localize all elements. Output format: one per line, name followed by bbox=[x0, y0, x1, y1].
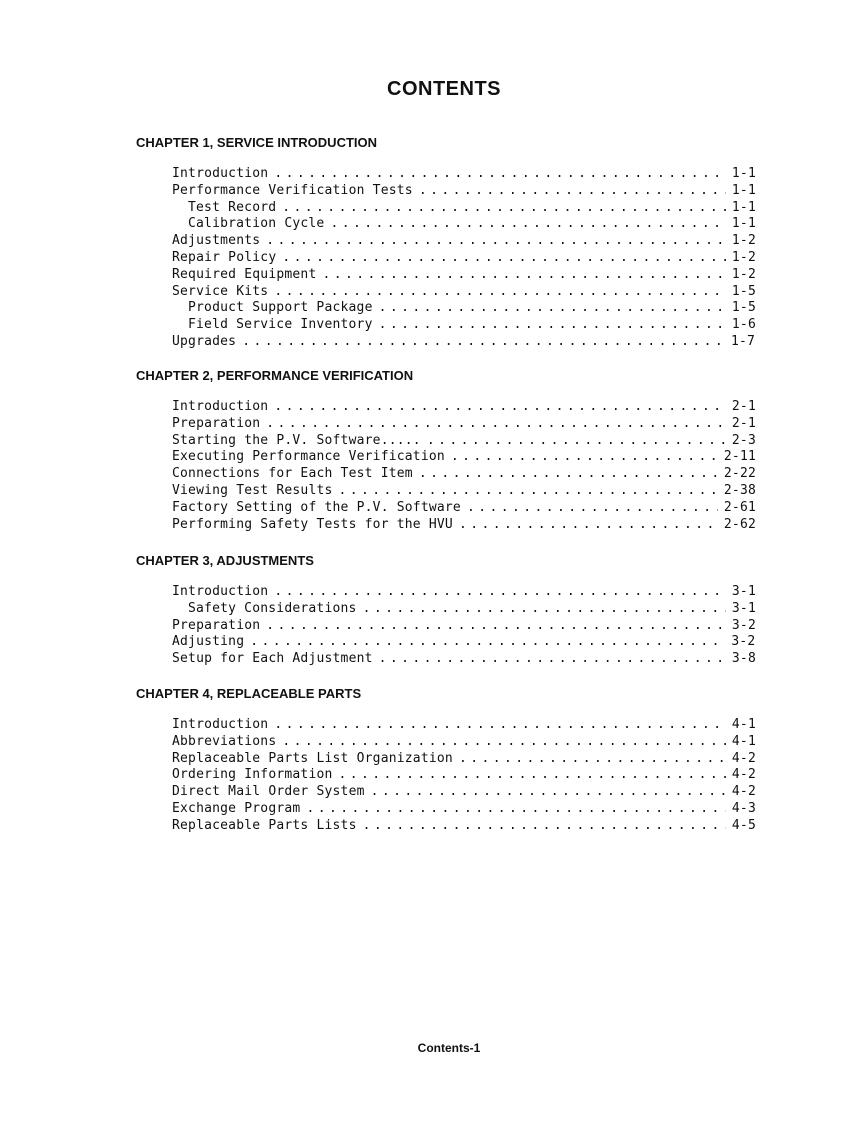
toc-entry-label: Factory Setting of the P.V. Software bbox=[172, 499, 461, 515]
toc-entry-page: 4-2 bbox=[731, 750, 756, 766]
toc-entry-page: 3-1 bbox=[731, 600, 756, 616]
toc-entry-label: Introduction bbox=[172, 584, 269, 599]
dot-leader bbox=[363, 601, 726, 618]
dot-leader bbox=[274, 717, 726, 734]
toc-entry-page: 1-1 bbox=[731, 166, 756, 181]
toc-entry-label: Connections for Each Test Item bbox=[172, 466, 413, 482]
toc-entry-label: Introduction bbox=[172, 717, 269, 732]
toc-entry bbox=[136, 483, 756, 500]
toc-entry-page: 2-1 bbox=[731, 399, 756, 414]
toc-subentry bbox=[136, 200, 756, 217]
toc-entry-label: Preparation bbox=[172, 415, 261, 431]
toc-entry bbox=[136, 634, 756, 651]
dot-leader bbox=[306, 801, 725, 818]
toc-entry-label: Replaceable Parts Lists bbox=[172, 817, 357, 833]
chapter-4 bbox=[136, 685, 756, 835]
dot-leader bbox=[339, 767, 726, 784]
toc-entry bbox=[136, 183, 756, 200]
toc-entry bbox=[136, 433, 756, 450]
toc-entry-page: 2-3 bbox=[731, 432, 756, 448]
toc-entry-page: 2-22 bbox=[723, 466, 756, 482]
toc-entry-label: Adjustments bbox=[172, 233, 261, 249]
chapter-2 bbox=[136, 367, 756, 533]
page-title: CONTENTS bbox=[387, 78, 501, 100]
toc-entry-page: 2-61 bbox=[723, 499, 756, 515]
toc-entry-page: 1-1 bbox=[731, 182, 756, 198]
toc-entry bbox=[136, 751, 756, 768]
toc-entries bbox=[136, 717, 756, 835]
toc-entry-page: 4-2 bbox=[731, 767, 756, 783]
dot-leader bbox=[339, 483, 718, 500]
toc-entry-label: Performing Safety Tests for the HVU bbox=[172, 516, 453, 532]
toc-entry-label: Adjusting bbox=[172, 634, 245, 650]
dot-leader bbox=[419, 183, 726, 200]
dot-leader bbox=[282, 250, 726, 267]
dot-leader bbox=[363, 818, 726, 835]
chapter-heading: CHAPTER 2, PERFORMANCE VERIFICATION bbox=[136, 368, 414, 383]
toc-entry-label: Executing Performance Verification bbox=[172, 449, 445, 465]
toc-entry-label: Safety Considerations bbox=[188, 600, 357, 616]
toc-entry bbox=[136, 267, 756, 284]
toc-entry-label: Starting the P.V. Software..... bbox=[172, 432, 421, 448]
toc-subentry bbox=[136, 216, 756, 233]
toc-entry-label: Ordering Information bbox=[172, 767, 333, 783]
dot-leader bbox=[266, 416, 726, 433]
toc-entry bbox=[136, 784, 756, 801]
toc-entry bbox=[136, 466, 756, 483]
toc-entry-label: Repair Policy bbox=[172, 249, 277, 265]
dot-leader bbox=[467, 500, 718, 517]
toc-entry-page: 2-1 bbox=[731, 415, 756, 431]
dot-leader bbox=[274, 166, 726, 183]
toc-entry-page: 1-1 bbox=[731, 216, 756, 232]
dot-leader bbox=[451, 449, 718, 466]
toc-entry-label: Setup for Each Adjustment bbox=[172, 651, 373, 667]
toc-entry bbox=[136, 416, 756, 433]
chapter-1 bbox=[136, 134, 756, 351]
toc-entry bbox=[136, 233, 756, 250]
toc-entry bbox=[136, 734, 756, 751]
toc-entry-label: Field Service Inventory bbox=[188, 317, 373, 333]
toc-entry bbox=[136, 618, 756, 635]
dot-leader bbox=[274, 584, 726, 601]
toc-entry bbox=[136, 818, 756, 835]
dot-leader bbox=[266, 233, 726, 250]
dot-leader bbox=[379, 651, 726, 668]
toc-entry bbox=[136, 584, 756, 601]
toc-entry-page: 3-2 bbox=[731, 634, 756, 650]
toc-entry bbox=[136, 399, 756, 416]
toc-entry bbox=[136, 651, 756, 668]
toc-entry-page: 4-1 bbox=[731, 733, 756, 749]
toc-entry-page: 4-3 bbox=[731, 800, 756, 816]
chapter-heading: CHAPTER 1, SERVICE INTRODUCTION bbox=[136, 135, 378, 150]
toc-subentry bbox=[136, 601, 756, 618]
toc-entry bbox=[136, 717, 756, 734]
dot-leader bbox=[282, 200, 726, 217]
dot-leader bbox=[459, 751, 726, 768]
toc-subentry bbox=[136, 317, 756, 334]
toc-entry-page: 1-6 bbox=[731, 317, 756, 333]
toc-entry-label: Introduction bbox=[172, 399, 269, 414]
toc-entry-page: 2-62 bbox=[723, 516, 756, 532]
page-footer: Contents-1 bbox=[417, 1041, 481, 1055]
toc-entry-page: 4-5 bbox=[731, 817, 756, 833]
toc-entry-page: 1-2 bbox=[731, 249, 756, 265]
chapter-heading: CHAPTER 3, ADJUSTMENTS bbox=[136, 553, 314, 568]
dot-leader bbox=[427, 433, 726, 450]
toc-entry-page: 3-2 bbox=[731, 617, 756, 633]
toc-entry-page: 1-1 bbox=[731, 199, 756, 215]
toc-entry-label: Service Kits bbox=[172, 283, 269, 299]
toc-entry-label: Abbreviations bbox=[172, 733, 277, 749]
toc-entries bbox=[136, 584, 756, 668]
dot-leader bbox=[330, 216, 725, 233]
chapter-heading: CHAPTER 4, REPLACEABLE PARTS bbox=[136, 686, 362, 701]
toc-entry-page: 1-2 bbox=[731, 266, 756, 282]
toc-entry-page: 2-11 bbox=[723, 449, 756, 465]
toc-entry-page: 1-5 bbox=[731, 300, 756, 316]
toc-entry bbox=[136, 449, 756, 466]
toc-entries bbox=[136, 399, 756, 533]
dot-leader bbox=[322, 267, 725, 284]
dot-leader bbox=[266, 618, 726, 635]
toc-entry-page: 2-38 bbox=[723, 482, 756, 498]
dot-leader bbox=[250, 634, 725, 651]
toc-entry-label: Preparation bbox=[172, 617, 261, 633]
toc-entry bbox=[136, 250, 756, 267]
dot-leader bbox=[379, 317, 726, 334]
toc-entry-label: Introduction bbox=[172, 166, 269, 181]
dot-leader bbox=[379, 300, 726, 317]
toc-entry bbox=[136, 801, 756, 818]
toc-entry-label: Required Equipment bbox=[172, 266, 317, 282]
toc-entry bbox=[136, 500, 756, 517]
dot-leader bbox=[274, 399, 726, 416]
dot-leader bbox=[282, 734, 726, 751]
toc-entry-page: 4-2 bbox=[731, 784, 756, 800]
toc-entry-label: Test Record bbox=[188, 199, 277, 215]
toc-entry bbox=[136, 334, 756, 351]
toc-entry-label: Direct Mail Order System bbox=[172, 784, 365, 800]
toc-entry bbox=[136, 767, 756, 784]
toc-entry-label: Replaceable Parts List Organization bbox=[172, 750, 453, 766]
toc-entries bbox=[136, 166, 756, 351]
toc-entry bbox=[136, 166, 756, 183]
toc-entry-label: Performance Verification Tests bbox=[172, 182, 413, 198]
toc-entry-label: Product Support Package bbox=[188, 300, 373, 316]
toc-entry-label: Upgrades bbox=[172, 333, 237, 349]
toc-entry-page: 4-1 bbox=[731, 717, 756, 732]
toc-entry bbox=[136, 517, 756, 534]
toc-entry-page: 3-8 bbox=[731, 651, 756, 667]
dot-leader bbox=[459, 517, 718, 534]
chapter-3 bbox=[136, 552, 756, 668]
toc-entry-label: Exchange Program bbox=[172, 800, 301, 816]
toc-entry-label: Viewing Test Results bbox=[172, 482, 333, 498]
toc-entry-page: 1-2 bbox=[731, 233, 756, 249]
toc-entry-label: Calibration Cycle bbox=[188, 216, 325, 232]
toc-subentry bbox=[136, 300, 756, 317]
dot-leader bbox=[242, 334, 725, 351]
toc-entry-page: 1-5 bbox=[731, 283, 756, 299]
toc-entry-page: 1-7 bbox=[730, 333, 756, 349]
dot-leader bbox=[274, 284, 726, 301]
toc-entry bbox=[136, 284, 756, 301]
dot-leader bbox=[371, 784, 726, 801]
dot-leader bbox=[419, 466, 718, 483]
toc-entry-page: 3-1 bbox=[731, 584, 756, 599]
